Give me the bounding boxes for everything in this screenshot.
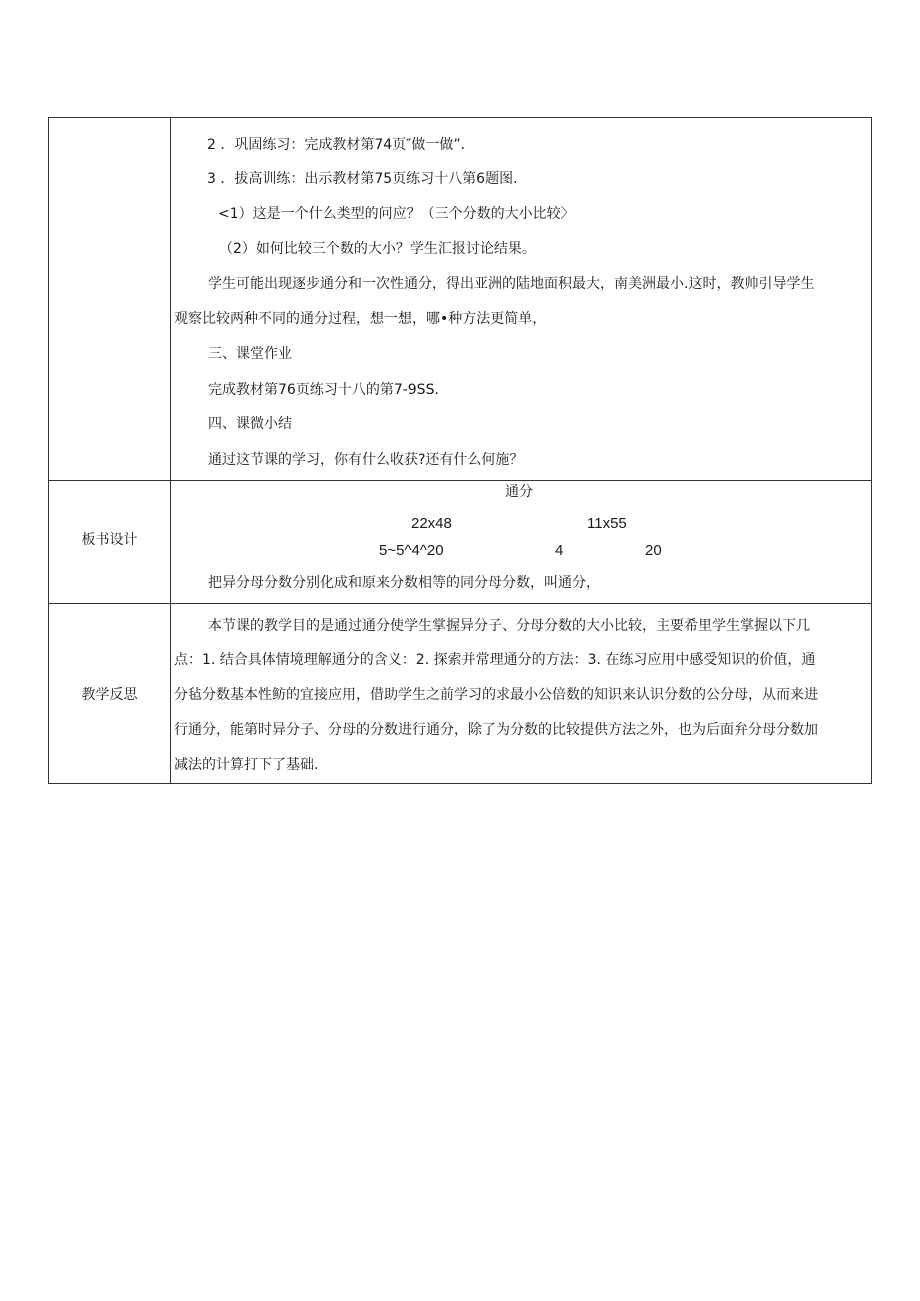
board-design-label: 板书设计 [81, 532, 138, 548]
text-line: 观察比较两种不同的通分过程，想一想，哪•种方法更简单， [174, 311, 547, 327]
column-divider [170, 118, 171, 783]
reflection-label: 教学反思 [81, 687, 138, 703]
text-line: （2）如何比较三个数的大小？学生汇报讨论结果。 [219, 241, 536, 257]
section-heading: 三、课堂作业 [208, 346, 292, 362]
text-line: 点：1. 结合具体情境理解通分的含义：2. 探索并常理通分的方法：3. 在练习应用中感受知识的价值，通 [174, 652, 816, 668]
row-divider [49, 603, 871, 604]
board-expression: 22x48 [411, 515, 452, 532]
text-line: 3 ．拔高训练：出示教材第75页练习十八第6题图. [207, 171, 518, 187]
board-definition: 把异分母分数分别化成和原来分数相等的同分母分数，叫通分， [208, 575, 600, 591]
board-title: 通分 [505, 484, 533, 500]
text-line: 减法的计算打下了基础. [174, 757, 319, 773]
board-expression: 5~5^4^20 [379, 542, 444, 559]
board-expression: 20 [645, 542, 662, 559]
text-line: 学生可能出现逐步通分和一次性通分，得出亚洲的陆地面积最大，南美洲最小.这时，教帅引导学生 [208, 276, 815, 292]
text-line: 行通分，能第时异分子、分母的分数进行通分，除了为分数的比较提供方法之外，也为后面弁分母分数加 [174, 722, 818, 738]
text-line: 完成教材第76页练习十八的第7-9SS. [208, 382, 439, 398]
section-heading: 四、课微小结 [208, 416, 292, 432]
board-expression: 11x55 [587, 515, 627, 532]
row-divider [49, 480, 871, 481]
lesson-plan-table [48, 117, 872, 784]
text-line: 2 ．巩固练习：完成教材第74页″做一做”． [207, 137, 475, 153]
text-line: 本节课的教学目的是通过通分使学生掌握异分子、分母分数的大小比较，主要希里学生掌握以下几 [208, 618, 810, 634]
text-line: 分毡分数基本性鲂的宜接应用，借助学生之前学习的求最小公倍数的知识来认识分数的公分母，从而来进 [174, 687, 818, 703]
text-line: 通过这节课的学习，你有什么收获?还有什么何施？ [208, 452, 524, 468]
board-expression: 4 [555, 542, 564, 559]
text-line: <1）这是一个什么类型的问应？（三个分数的大小比较〉 [218, 206, 575, 222]
